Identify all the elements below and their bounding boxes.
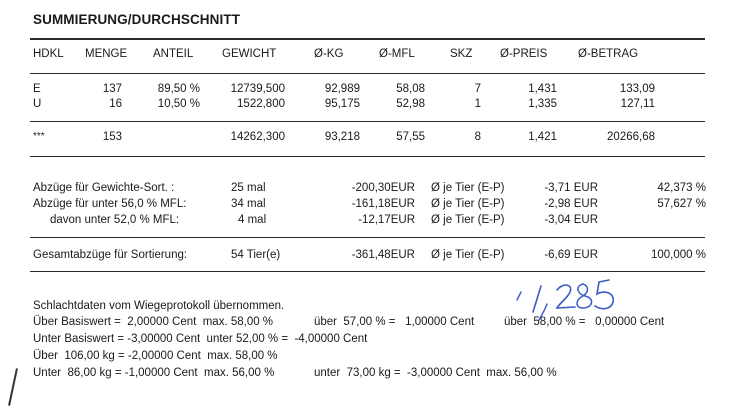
notes-line-5b: unter 73,00 kg = -3,00000 Cent max. 56,00 %	[314, 367, 557, 379]
total-gewicht: 14262,300	[230, 131, 285, 143]
col-header-menge: MENGE	[85, 48, 128, 60]
col-header-skz: SKZ	[450, 48, 473, 60]
deduction-1-je: Ø je Tier (E-P)	[431, 182, 505, 194]
total-betrag: 20266,68	[607, 131, 655, 143]
deduction-2-pct: 57,627 %	[657, 198, 706, 210]
row-e-anteil: 89,50 %	[157, 83, 200, 95]
summary-per: -6,69 EUR	[544, 249, 598, 261]
summary-je: Ø je Tier (E-P)	[431, 249, 505, 261]
col-header-kg: Ø-KG	[314, 48, 344, 60]
summary-label: Gesamtabzüge für Sortierung:	[33, 249, 188, 261]
total-mfl: 57,55	[396, 131, 425, 143]
row-e-gewicht: 12739,500	[230, 83, 285, 95]
summary-pct: 100,000 %	[651, 249, 706, 261]
total-hdkl: ***	[33, 131, 45, 142]
deduction-3-amount: -12,17EUR	[358, 214, 415, 226]
deduction-3-label: davon unter 52,0 % MFL:	[50, 214, 180, 226]
row-e-skz: 7	[474, 83, 481, 95]
notes-line-5a: Unter 86,00 kg = -1,00000 Cent max. 56,00 %	[33, 367, 275, 379]
margin-pen-mark	[8, 368, 17, 406]
rule-above-summary	[30, 237, 705, 238]
summary-amount: -361,48EUR	[351, 249, 415, 261]
deduction-2-je: Ø je Tier (E-P)	[431, 198, 505, 210]
rule-top	[30, 38, 705, 40]
notes-line-2c: über 58,00 % = 0,00000 Cent	[504, 316, 665, 328]
rule-above-total	[30, 121, 705, 122]
deduction-1-label: Abzüge für Gewichte-Sort. :	[33, 182, 175, 194]
total-menge: 153	[102, 131, 122, 143]
col-header-hdkl: HDKL	[33, 48, 64, 60]
row-e-betrag: 133,09	[619, 83, 655, 95]
row-u-mfl: 52,98	[396, 98, 425, 110]
col-header-preis: Ø-PREIS	[500, 48, 548, 60]
row-u-kg: 95,175	[324, 98, 360, 110]
col-header-anteil: ANTEIL	[153, 48, 194, 60]
document-title: SUMMIERUNG/DURCHSCHNITT	[33, 12, 241, 27]
deduction-2-amount: -161,18EUR	[351, 198, 415, 210]
summary-count: 54 Tier(e)	[231, 249, 281, 261]
notes-line-2b: über 57,00 % = 1,00000 Cent	[314, 316, 475, 328]
rule-below-total	[30, 156, 705, 157]
notes-line-4: Über 106,00 kg = -2,00000 Cent max. 58,00 %	[33, 350, 278, 362]
row-e-hdkl: E	[33, 83, 41, 95]
row-u-anteil: 10,50 %	[157, 98, 200, 110]
row-u-preis: 1,335	[528, 98, 557, 110]
row-e-preis: 1,431	[528, 83, 557, 95]
deduction-3-je: Ø je Tier (E-P)	[431, 214, 505, 226]
row-e-menge: 137	[102, 83, 122, 95]
deduction-1-per: -3,71 EUR	[544, 182, 598, 194]
total-kg: 93,218	[324, 131, 360, 143]
deduction-1-count: 25 mal	[231, 182, 266, 194]
row-e-mfl: 58,08	[396, 83, 425, 95]
row-u-menge: 16	[109, 98, 122, 110]
notes-line-3: Unter Basiswert = -3,00000 Cent unter 52,00 % = -4,00000 Cent	[33, 333, 368, 345]
deduction-2-per: -2,98 EUR	[544, 198, 598, 210]
col-header-mfl: Ø-MFL	[379, 48, 415, 60]
row-u-betrag: 127,11	[620, 98, 655, 110]
col-header-gewicht: GEWICHT	[222, 48, 277, 60]
deduction-2-count: 34 mal	[231, 198, 266, 210]
row-e-kg: 92,989	[324, 83, 360, 95]
handwritten-note	[505, 270, 625, 330]
col-header-betrag: Ø-BETRAG	[578, 48, 639, 60]
deduction-1-pct: 42,373 %	[657, 182, 706, 194]
row-u-gewicht: 1522,800	[237, 98, 285, 110]
notes-line-1: Schlachtdaten vom Wiegeprotokoll übernommen.	[33, 300, 285, 312]
notes-line-2a: Über Basiswert = 2,00000 Cent max. 58,00 %	[33, 316, 274, 328]
deduction-1-amount: -200,30EUR	[351, 182, 415, 194]
total-preis: 1,421	[528, 131, 557, 143]
deduction-2-label: Abzüge für unter 56,0 % MFL:	[33, 198, 187, 210]
deduction-3-per: -3,04 EUR	[544, 214, 598, 226]
row-u-skz: 1	[474, 98, 481, 110]
total-skz: 8	[474, 131, 481, 143]
rule-header	[30, 73, 705, 74]
row-u-hdkl: U	[33, 98, 42, 110]
deduction-3-count: 4 mal	[238, 214, 267, 226]
